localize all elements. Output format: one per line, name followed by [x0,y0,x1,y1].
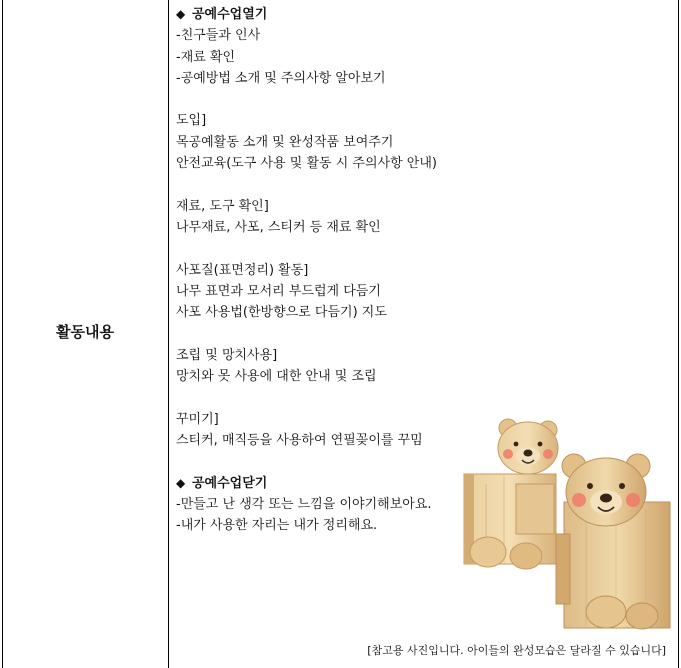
section-title-materials: 재료, 도구 확인] [176,198,269,214]
list-item: 목공예활동 소개 및 완성작품 보여주기 [176,134,394,150]
activity-content [176,4,476,536]
section-title-intro: 도입] [176,113,207,129]
list-item: -만들고 난 생각 또는 느낌을 이야기해보아요. [176,496,432,512]
list-item: 나무 표면과 모서리 부드럽게 다듬기 [176,283,381,299]
list-item: 나무재료, 사포, 스티커 등 재료 확인 [176,219,381,235]
diamond-icon: ◆ [176,475,186,490]
section-header-opening: ◆ 공예수업열기 [176,4,476,25]
table-border-right [678,0,679,668]
photo-caption: [참고용 사진입니다. 아이들의 완성모습은 달라질 수 있습니다] [367,644,666,657]
list-item: 스티커, 매직등을 사용하여 연필꽂이를 꾸밈 [176,432,423,448]
list-item: -내가 사용한 자리는 내가 정리해요. [176,518,378,534]
list-item: -친구들과 인사 [176,28,261,44]
section-title-decorating: 꾸미기] [176,411,219,427]
diamond-icon: ◆ [176,7,186,21]
bear-pencil-holder-photo [456,414,678,634]
section-title-sanding: 사포질(표면정리) 활동] [176,262,309,278]
section-header-closing: ◆ 공예수업닫기 [176,473,476,494]
label-cell [2,0,168,668]
list-item: 망치와 못 사용에 대한 안내 및 조립 [176,369,377,385]
list-item: -공예방법 소개 및 주의사항 알아보기 [176,70,386,86]
section-title-assembly: 조립 및 망치사용] [176,347,278,363]
table-border-middle [168,0,169,668]
large-bear [556,454,670,629]
small-bear [464,419,558,569]
list-item: 안전교육(도구 사용 및 활동 시 주의사항 안내) [176,156,437,172]
list-item: -재료 확인 [176,49,236,65]
list-item: 사포 사용법(한방향으로 다듬기) 지도 [176,305,387,321]
row-label: 활동내용 [56,323,114,341]
